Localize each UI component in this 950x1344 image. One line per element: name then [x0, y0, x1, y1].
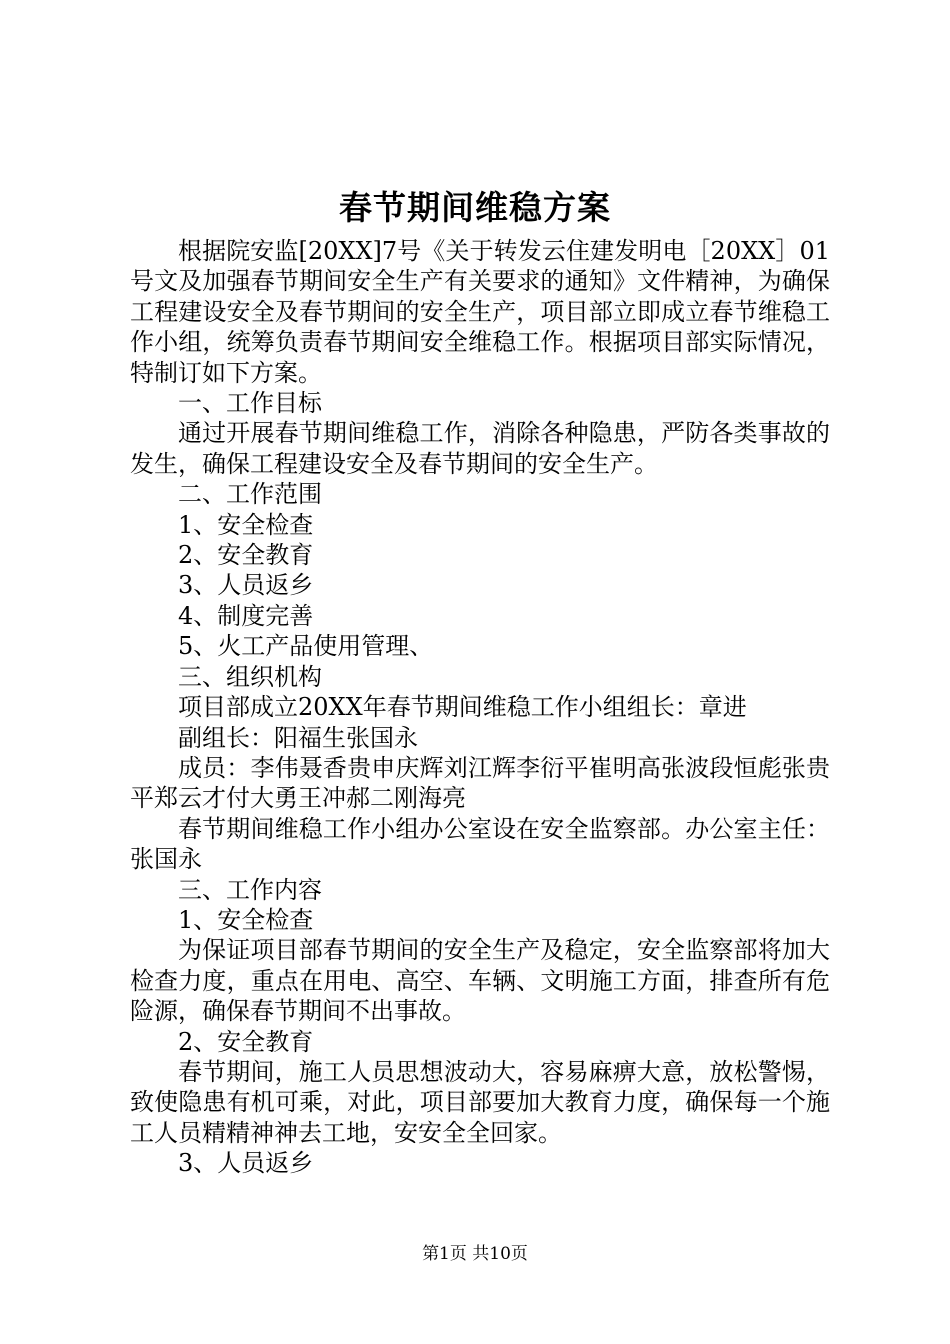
- document-body: [130, 236, 830, 1179]
- paragraph-safety-inspection: 为保证项目部春节期间的安全生产及稳定，安全监察部将加大检查力度，重点在用电、高空、车辆、文明施工方面，排查所有危险源，确保春节期间不出事故。: [130, 936, 830, 1026]
- paragraph-safety-education: 春节期间，施工人员思想波动大，容易麻痹大意，放松警惕，致使隐患有机可乘，对此，项目部要加大教育力度，确保每一个施工人员精精神神去工地，安安全全回家。: [130, 1057, 830, 1147]
- list-item-scope-5: 5、火工产品使用管理、: [178, 632, 434, 661]
- subheading-personnel-return: 3、人员返乡: [178, 1149, 314, 1178]
- paragraph-members: 成员：李伟聂香贵申庆辉刘江辉李衍平崔明高张波段恒彪张贵平郑云才付大勇王冲郝二刚海亮: [130, 753, 830, 813]
- paragraph-work-goal: 通过开展春节期间维稳工作，消除各种隐患，严防各类事故的发生，确保工程建设安全及春节期间的安全生产。: [130, 419, 830, 478]
- subheading-safety-inspection: 1、安全检查: [178, 905, 314, 934]
- document-title: 春节期间维稳方案: [339, 188, 611, 227]
- list-item-scope-2: 2、安全教育: [178, 541, 314, 570]
- section-heading-organization: 三、组织机构: [178, 662, 322, 691]
- list-item-scope-4: 4、制度完善: [178, 601, 314, 630]
- subheading-safety-education: 2、安全教育: [178, 1027, 314, 1056]
- list-item-scope-1: 1、安全检查: [178, 510, 314, 539]
- list-item-scope-3: 3、人员返乡: [178, 571, 314, 600]
- paragraph-office: 春节期间维稳工作小组办公室设在安全监察部。办公室主任：张国永: [130, 814, 830, 874]
- paragraph-deputy-leader: 副组长：阳福生张国永: [178, 723, 418, 752]
- section-heading-work-goal: 一、工作目标: [178, 389, 322, 418]
- section-heading-work-scope: 二、工作范围: [178, 480, 322, 509]
- section-heading-work-content: 三、工作内容: [178, 875, 322, 904]
- paragraph-intro: 根据院安监[20XX]7号《关于转发云住建发明电［20XX］01号文及加强春节期间安全生产有关要求的通知》文件精神，为确保工程建设安全及春节期间的安全生产，项目部立即成立春节维稳工作小组，统筹负责春节期间安全维稳工作。根据项目部实际情况，特制订如下方案。: [130, 237, 830, 387]
- paragraph-group-leader: 项目部成立20XX年春节期间维稳工作小组组长：章进: [178, 693, 747, 722]
- page-footer: 第1页 共10页: [422, 1244, 528, 1264]
